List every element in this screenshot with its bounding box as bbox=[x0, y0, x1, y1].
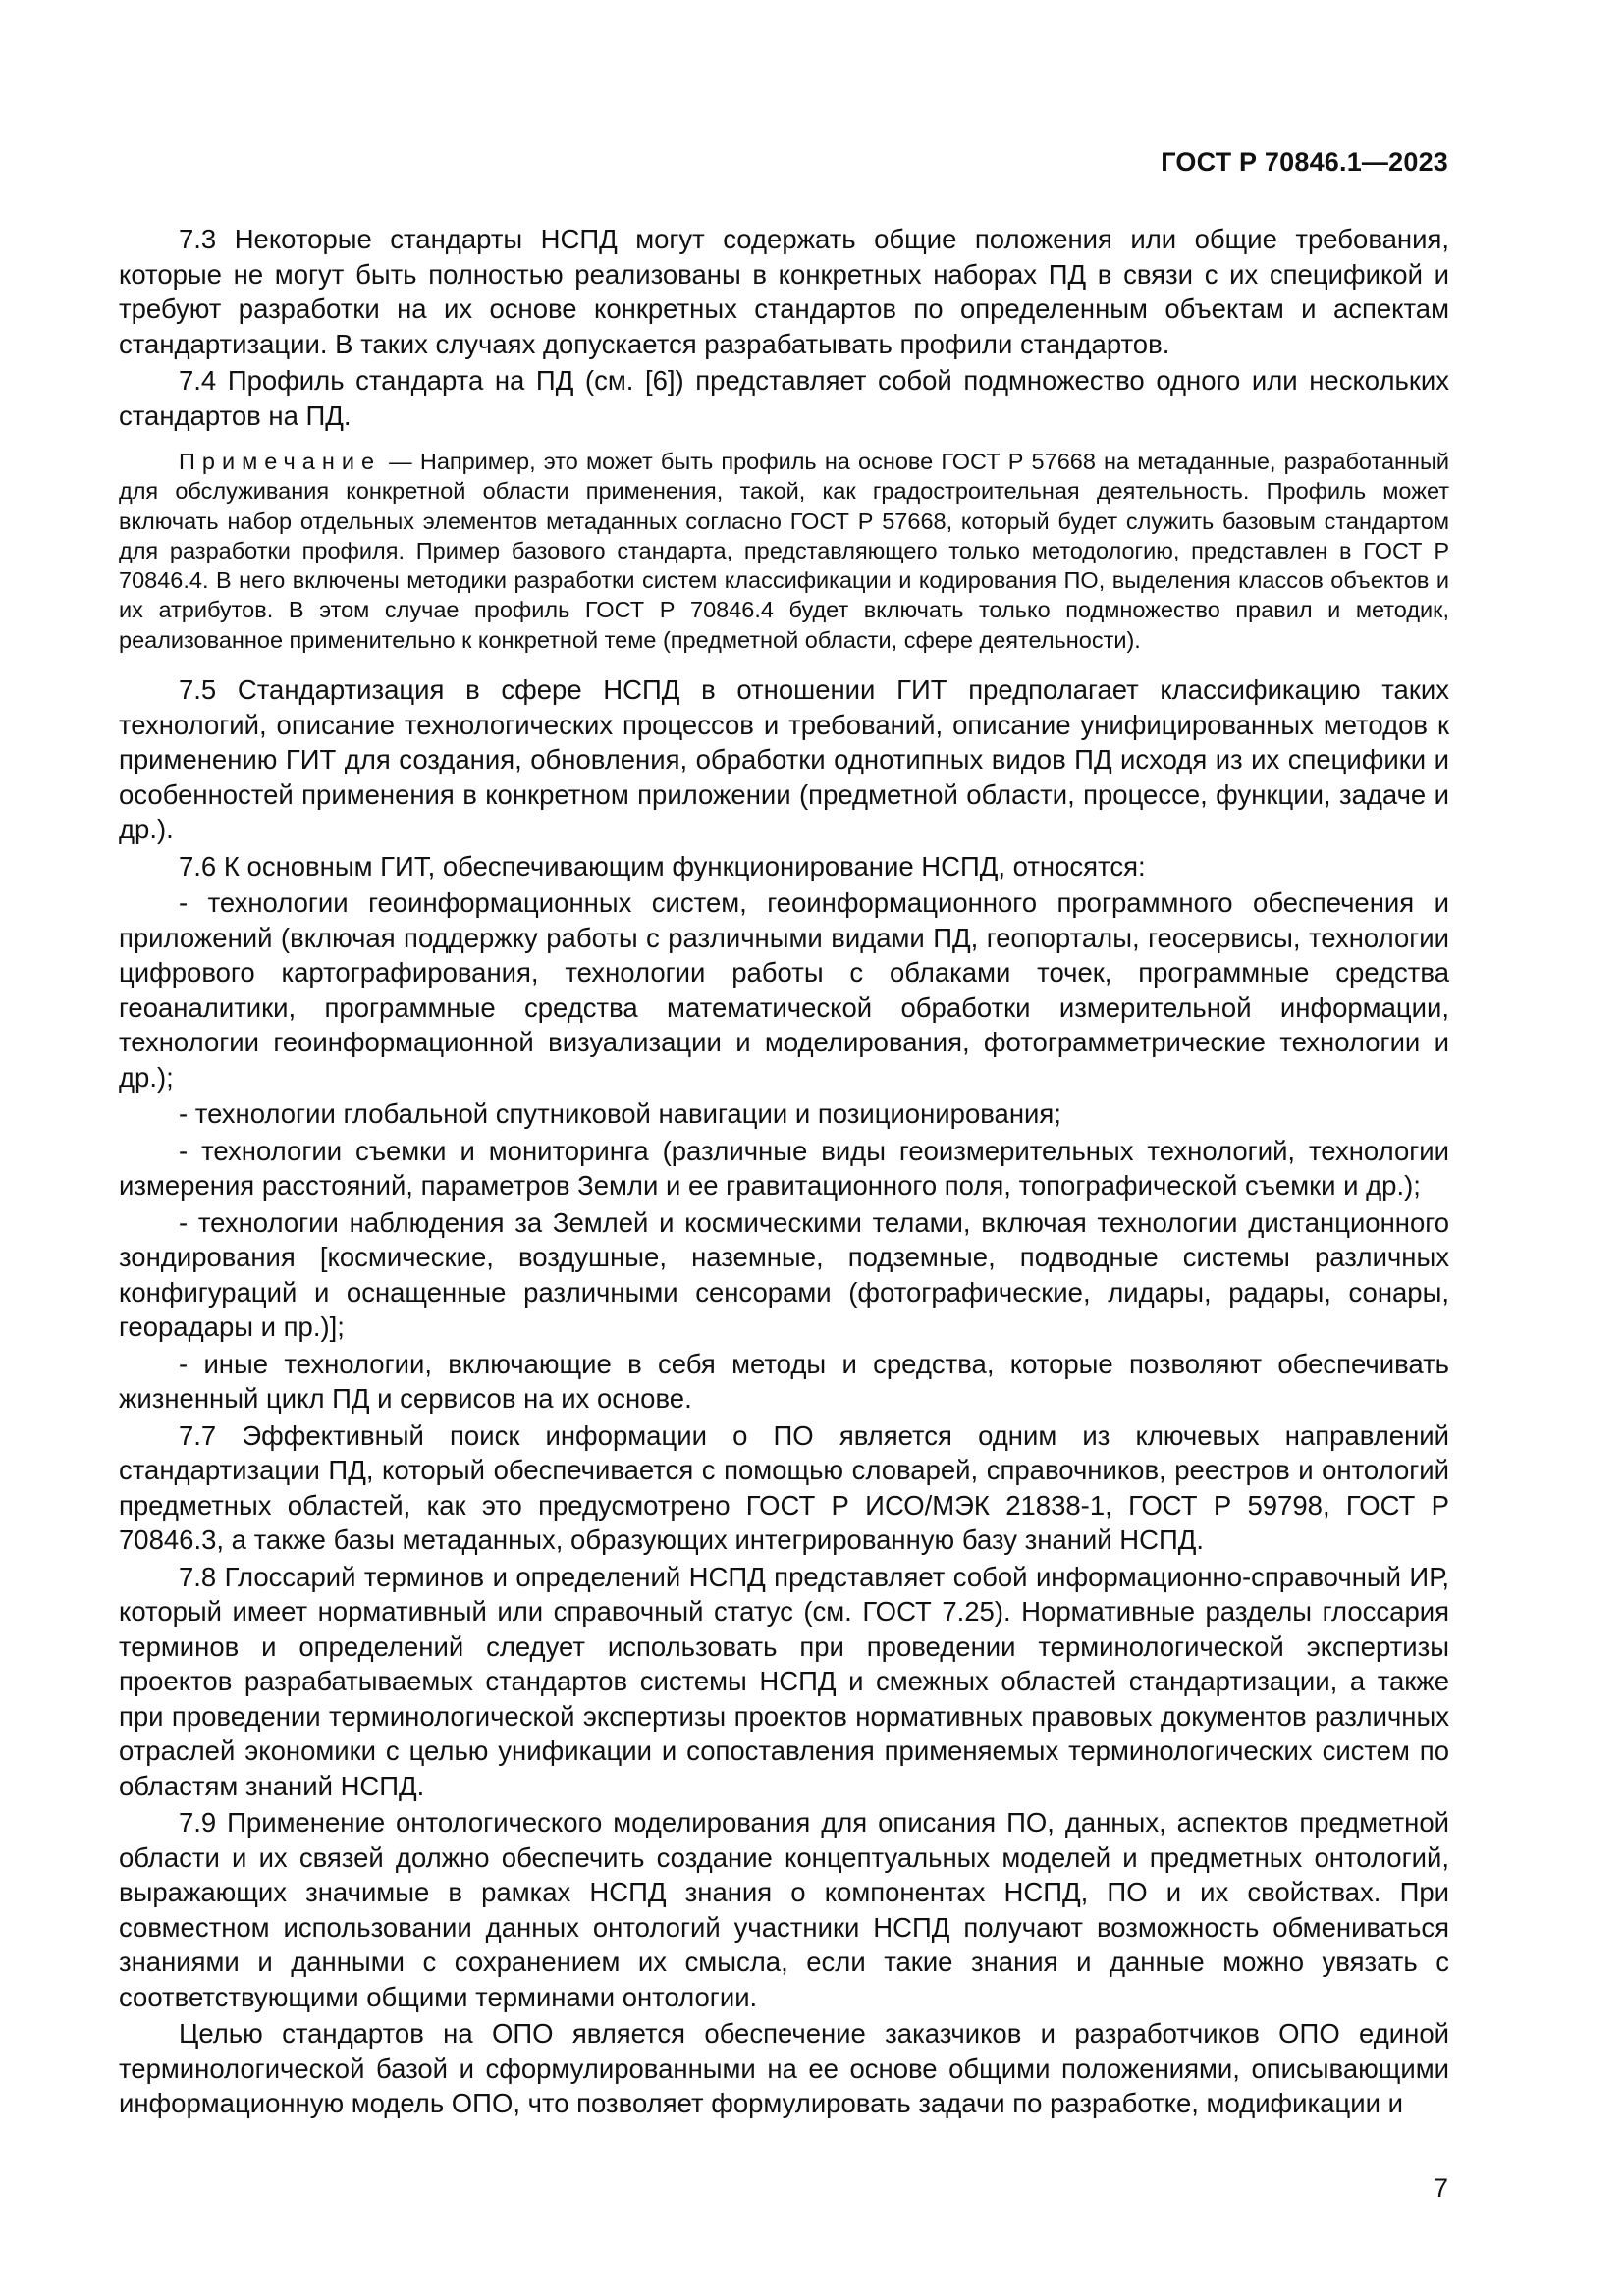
paragraph-7-4: 7.4 Профиль стандарта на ПД (см. [6]) представляет собой подмножество одного или нескольких стандартов на ПД. bbox=[119, 365, 1449, 431]
list-item: - технологии наблюдения за Землей и космическими телами, включая технологии дистанционного зондирования [космические, воздушные, наземные, подземные, подводные системы различных конфигураций и оснащенные различными сенсорами (фотографические, лидары, радары, сонары, георадары и пр.)]; bbox=[119, 1206, 1449, 1343]
paragraph-7-9: 7.9 Применение онтологического моделирования для описания ПО, данных, аспектов предметной области и их связей должно обеспечить создание концептуальных моделей и предметных онтологий, выражающих значимые в рамках НСПД знания о компонентах НСПД, ПО и их свойствах. При совместном использовании данных онтологий участники НСПД получают возможность обмениваться знаниями и данными с сохранением их смысла, если такие знания и данные можно увязать с соответствующими общими терминами онтологии. bbox=[119, 1807, 1449, 2012]
paragraph-7-7: 7.7 Эффективный поиск информации о ПО является одним из ключевых направлений стандартизации ПД, который обеспечивается с помощью словарей, справочников, реестров и онтологий предметных областей, как это предусмотрено ГОСТ Р ИСО/МЭК 21838-1, ГОСТ Р 59798, ГОСТ Р 70846.3, а также базы метаданных, образующих интегрированную базу знаний НСПД. bbox=[119, 1419, 1449, 1556]
document-header: ГОСТ Р 70846.1—2023 bbox=[1161, 147, 1448, 177]
page-number: 7 bbox=[1433, 2173, 1448, 2203]
paragraph-opo: Целью стандартов на ОПО является обеспечение заказчиков и разработчиков ОПО единой терминологической базой и сформулированными на ее основе общими положениями, описывающими информационную модель ОПО, что позволяет формулировать задачи по разработке, модификации и bbox=[119, 2018, 1449, 2119]
paragraph-7-5: 7.5 Стандартизация в сфере НСПД в отношении ГИТ предполагает классификацию таких технологий, описание технологических процессов и требований, описание унифицированных методов к применению ГИТ для создания, обновления, обработки однотипных видов ПД исходя из их специфики и особенностей применения в конкретном приложении (предметной области, процессе, функции, задаче и др.). bbox=[119, 674, 1449, 845]
paragraph-7-3: 7.3 Некоторые стандарты НСПД могут содержать общие положения или общие требования, которые не могут быть полностью реализованы в конкретных наборах ПД в связи с их спецификой и требуют разработки на их основе конкретных стандартов по определенным объектам и аспектам стандартизации. В таких случаях допускается разрабатывать профили стандартов. bbox=[119, 224, 1449, 359]
list-item: - иные технологии, включающие в себя методы и средства, которые позволяют обеспечивать жизненный цикл ПД и сервисов на их основе. bbox=[119, 1348, 1449, 1415]
note-label: Примечание bbox=[179, 449, 382, 474]
note bbox=[119, 447, 1449, 655]
paragraph-7-8: 7.8 Глоссарий терминов и определений НСПД представляет собой информационно-справочный ИР, который имеет нормативный или справочный статус (см. ГОСТ 7.25). Нормативные разделы глоссария терминов и определений следует использовать при проведении терминологической экспертизы проектов разрабатываемых стандартов системы НСПД и смежных областей стандартизации, а также при проведении терминологической экспертизы проектов нормативных правовых документов различных отраслей экономики с целью унификации и сопоставления применяемых терминологических систем по областям знаний НСПД. bbox=[119, 1561, 1449, 1801]
document-body bbox=[119, 222, 1449, 2123]
note-text: — Например, это может быть профиль на основе ГОСТ Р 57668 на метаданные, разработанный для обслуживания конкретной области применения, такой, как градостроительная деятельность. Профиль может включать набор отдельных элементов метаданных согласно ГОСТ Р 57668, который будет служить базовым стандартом для разработки профиля. Пример базового стандарта, представляющего только методологию, представлен в ГОСТ Р 70846.4. В него включены методики разработки систем классификации и кодирования ПО, выделения классов объектов и их атрибутов. В этом случае профиль ГОСТ Р 70846.4 будет включать только подмножество правил и методик, реализованное применительно к конкретной теме (предметной области, сфере деятельности). bbox=[119, 449, 1449, 653]
list-item: - технологии глобальной спутниковой навигации и позиционирования; bbox=[179, 1098, 1061, 1130]
list-item: - технологии съемки и мониторинга (различные виды геоизмерительных технологий, технологии измерения расстояний, параметров Земли и ее гравитационного поля, топографической съемки и др.); bbox=[119, 1135, 1449, 1201]
paragraph-7-6: 7.6 К основным ГИТ, обеспечивающим функционирование НСПД, относятся: bbox=[179, 850, 1146, 881]
list-item: - технологии геоинформационных систем, геоинформационного программного обеспечения и приложений (включая поддержку работы с различными видами ПД, геопорталы, геосервисы, технологии цифрового картографирования, технологии работы с облаками точек, программные средства геоаналитики, программные средства математической обработки измерительной информации, технологии геоинформационной визуализации и моделирования, фотограмметрические технологии и др.); bbox=[119, 887, 1449, 1093]
